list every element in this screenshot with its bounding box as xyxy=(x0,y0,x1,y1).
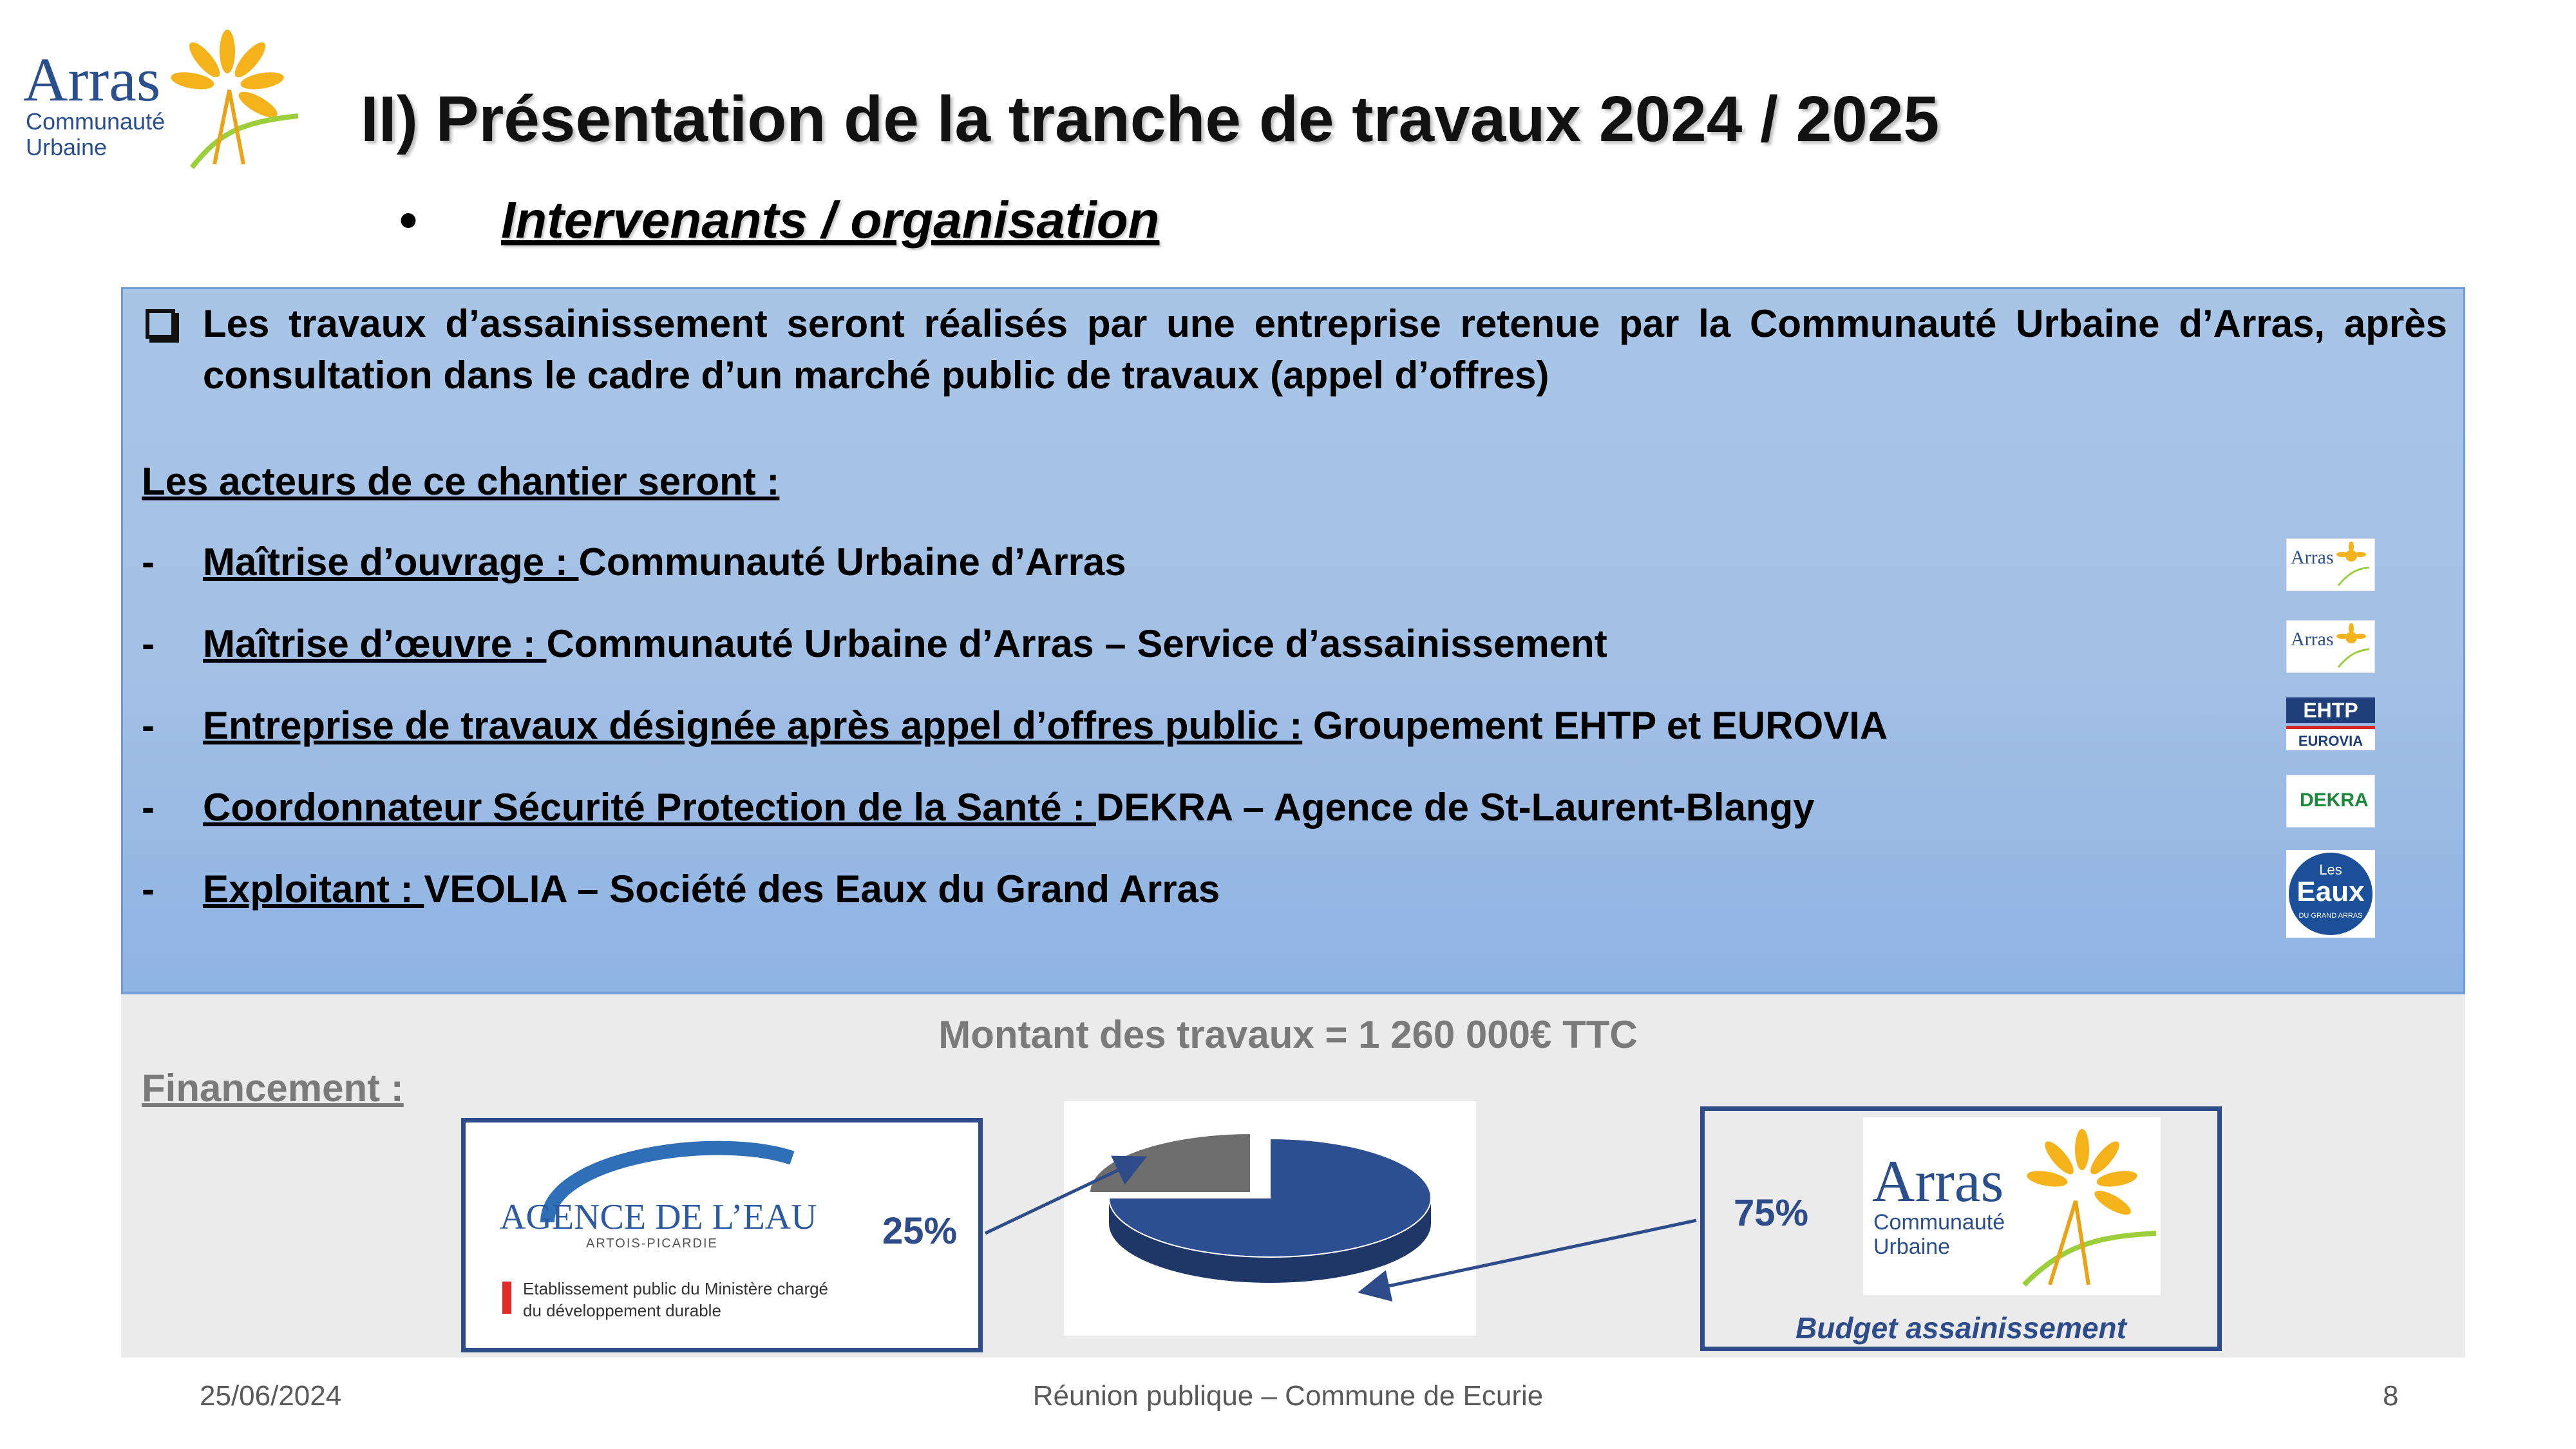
actor-value: VEOLIA – Société des Eaux du Grand Arras xyxy=(424,867,1220,911)
slide-title: II) Présentation de la tranche de travaux 2024 / 2025 xyxy=(361,83,1940,155)
actor-role: Coordonnateur Sécurité Protection de la Santé : xyxy=(203,786,1096,829)
agence-line1: Etablissement public du Ministère chargé xyxy=(523,1279,829,1298)
actor-role: Maîtrise d’œuvre : xyxy=(203,622,547,665)
actors-heading: Les acteurs de ce chantier seront : xyxy=(142,460,780,503)
actor-dash: - xyxy=(142,704,155,747)
arrow-agence xyxy=(985,1159,1141,1233)
montant-text: Montant des travaux = 1 260 000€ TTC xyxy=(938,1013,1638,1056)
cua-logo xyxy=(1863,1117,2161,1295)
actor-dash: - xyxy=(142,786,155,829)
ehtp-label: EHTP xyxy=(2286,697,2375,723)
actor-value: Communauté Urbaine d’Arras – Service d’assainissement xyxy=(546,622,1607,665)
arrow-cua xyxy=(1364,1220,1696,1291)
actor-role: Exploitant : xyxy=(203,867,424,911)
actor-role: Entreprise de travaux désignée après appel d’offres public : xyxy=(203,704,1303,747)
actor-dash: - xyxy=(142,867,155,911)
mini-logo-word: Arras xyxy=(2291,629,2334,650)
actor-role: Maîtrise d’ouvrage : xyxy=(203,540,579,583)
cua-logo-line2: Urbaine xyxy=(1873,1235,1951,1259)
logo-line1: Communauté xyxy=(26,108,166,135)
cua-logo-word: Arras xyxy=(1872,1148,2004,1214)
dekra-label: DEKRA xyxy=(2300,790,2369,811)
footer-date: 25/06/2024 xyxy=(200,1380,342,1412)
cua-logo-line1: Communauté xyxy=(1873,1210,2005,1235)
eaux-big: Eaux xyxy=(2297,876,2365,907)
actor-dash: - xyxy=(142,540,155,583)
intro-paragraph: Les travaux d’assainissement seront réalisés par une entreprise retenue par la Communauté Urbaine d’Arras, après consultation dans le cadre d’un marché public de travaux (appel d’offres) xyxy=(203,302,2447,397)
actor-dash: - xyxy=(142,622,155,665)
subtitle-bullet: • xyxy=(399,191,418,249)
footer-page-number: 8 xyxy=(2383,1380,2399,1412)
financement-label: Financement : xyxy=(142,1066,404,1110)
mini-logo-word: Arras xyxy=(2291,547,2334,568)
eaux-tiny: DU GRAND ARRAS xyxy=(2298,912,2363,920)
budget-label: Budget assainissement xyxy=(1795,1311,2126,1345)
agence-line2: du développement durable xyxy=(523,1301,721,1320)
agence-name: AGENCE DE L’EAU xyxy=(500,1197,817,1237)
sun-icon xyxy=(2005,1124,2159,1291)
agence-region: ARTOIS-PICARDIE xyxy=(586,1236,718,1251)
logo-word: Arras xyxy=(23,45,161,114)
actor-value: Communauté Urbaine d’Arras xyxy=(578,540,1126,583)
actor-value: Groupement EHTP et EUROVIA xyxy=(1302,704,1888,747)
eaux-small: Les xyxy=(2319,862,2342,878)
pct-agence: 25% xyxy=(882,1210,958,1252)
actor-value: DEKRA – Agence de St-Laurent-Blangy xyxy=(1095,786,1815,829)
footer-center: Réunion publique – Commune de Ecurie xyxy=(1032,1380,1544,1412)
eurovia-label: EUROVIA xyxy=(2286,726,2375,750)
slide-subtitle: Intervenants / organisation xyxy=(501,191,1160,249)
pct-cua: 75% xyxy=(1734,1192,1809,1234)
logo-line2: Urbaine xyxy=(26,134,108,160)
